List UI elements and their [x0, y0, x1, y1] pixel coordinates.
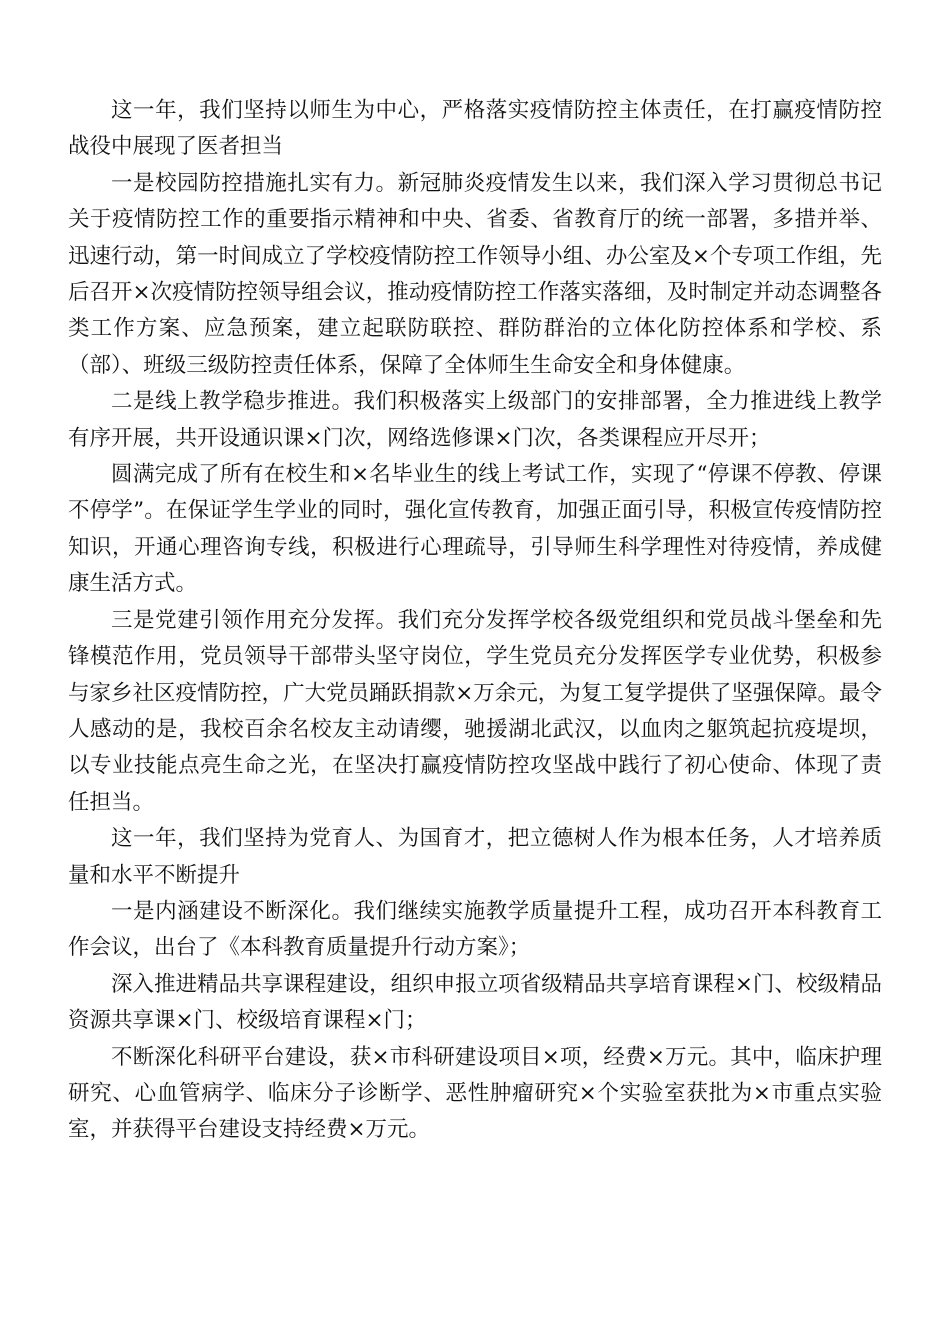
- paragraph-3: 二是线上教学稳步推进。我们积极落实上级部门的安排部署，全力推进线上教学有序开展，共开设通识课×门次，网络选修课×门次，各类课程应开尽开；: [68, 389, 882, 451]
- paragraph-9: 不断深化科研平台建设，获×市科研建设项目×项，经费×万元。其中，临床护理研究、心血管病学、临床分子诊断学、恶性肿瘤研究×个实验室获批为×市重点实验室，并获得平台建设支持经费×万元。: [68, 1044, 882, 1143]
- paragraph-6: 这一年，我们坚持为党育人、为国育才，把立德树人作为根本任务，人才培养质量和水平不断提升: [68, 826, 882, 888]
- paragraph-4: 圆满完成了所有在校生和×名毕业生的线上考试工作，实现了“停课不停教、停课不停学”。在保证学生学业的同时，强化宣传教育，加强正面引导，积极宣传疫情防控知识，开通心理咨询专线，积极进行心理疏导，引导师生科学理性对待疫情，养成健康生活方式。: [68, 462, 882, 597]
- paragraph-7: 一是内涵建设不断深化。我们继续实施教学质量提升工程，成功召开本科教育工作会议，出台了《本科教育质量提升行动方案》；: [68, 898, 882, 961]
- paragraph-5: 三是党建引领作用充分发挥。我们充分发挥学校各级党组织和党员战斗堡垒和先锋模范作用，党员领导干部带头坚守岗位，学生党员充分发挥医学专业优势，积极参与家乡社区疫情防控，广大党员踊跃捐款×万余元，为复工复学提供了坚强保障。最令人感动的是，我校百余名校友主动请缨，驰援湖北武汉，以血肉之躯筑起抗疫堤坝，以专业技能点亮生命之光，在坚决打赢疫情防控攻坚战中践行了初心使命、体现了责任担当。: [68, 607, 882, 815]
- paragraph-1: 这一年，我们坚持以师生为中心，严格落实疫情防控主体责任，在打赢疫情防控战役中展现了医者担当: [68, 98, 882, 160]
- paragraph-2: 一是校园防控措施扎实有力。新冠肺炎疫情发生以来，我们深入学习贯彻总书记关于疫情防控工作的重要指示精神和中央、省委、省教育厅的统一部署，多措并举、迅速行动，第一时间成立了学校疫情防控工作领导小组、办公室及×个专项工作组，先后召开×次疫情防控领导组会议，推动疫情防控工作落实落细，及时制定并动态调整各类工作方案、应急预案，建立起联防联控、群防群治的立体化防控体系和学校、系（部）、班级三级防控责任体系，保障了全体师生生命安全和身体健康。: [68, 170, 882, 378]
- document-body: [68, 93, 882, 1149]
- paragraph-8: 深入推进精品共享课程建设，组织申报立项省级精品共享培育课程×门、校级精品资源共享课×门、校级培育课程×门；: [68, 971, 882, 1034]
